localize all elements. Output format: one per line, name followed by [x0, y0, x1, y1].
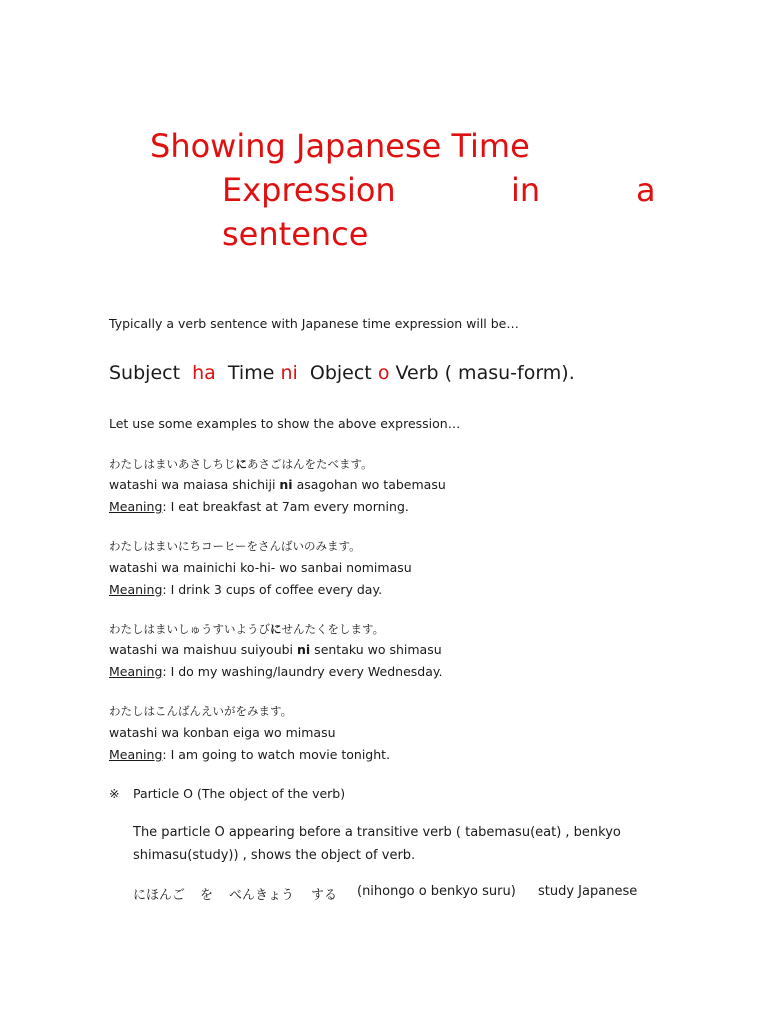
- example-3-jp-post: せんたくをします。: [281, 622, 385, 636]
- note-paragraph: The particle O appearing before a transitive verb ( tabemasu(eat) , benkyo shimasu(study)) , shows the object of verb.: [133, 825, 621, 863]
- note-example-romaji: (nihongo o benkyo suru): [357, 884, 516, 899]
- example-3-romaji: [109, 642, 442, 658]
- example-1-jp-post: あさごはんをたべます。: [247, 457, 373, 471]
- example-1-ro-pre: watashi wa maiasa shichiji: [109, 477, 280, 492]
- note-example-meaning: study Japanese: [538, 884, 638, 899]
- example-2-ro-text: watashi wa mainichi ko-hi- wo sanbai nomimasu: [109, 560, 412, 575]
- example-1-romaji: [109, 477, 446, 493]
- note-example-jp-1: にほんご: [133, 888, 186, 903]
- lead-text: Let use some examples to show the above expression…: [109, 416, 461, 431]
- formula-particle-o: o: [377, 362, 390, 384]
- meaning-label: Meaning: [109, 747, 163, 762]
- note-example-jp-2: を: [200, 888, 214, 903]
- title-line-3: sentence: [222, 215, 369, 253]
- title-word-in: in: [511, 171, 541, 209]
- intro-text: Typically a verb sentence with Japanese time expression will be…: [109, 316, 519, 331]
- example-1-jp-pre: わたしはまいあさしちじ: [109, 457, 236, 471]
- example-1-jp-particle: に: [235, 457, 247, 471]
- example-4-ro-text: watashi wa konban eiga wo mimasu: [109, 725, 336, 740]
- meaning-label: Meaning: [109, 582, 163, 597]
- example-2-meaning-text: : I drink 3 cups of coffee every day.: [162, 582, 383, 597]
- example-4-meaning-text: : I am going to watch movie tonight.: [162, 747, 391, 762]
- example-3-jp-particle: に: [270, 622, 282, 636]
- reference-mark-icon: ※: [109, 786, 120, 801]
- example-1-meaning-text: : I eat breakfast at 7am every morning.: [162, 499, 409, 514]
- formula-verb: Verb ( masu-form).: [395, 362, 575, 384]
- example-3-meaning: [109, 664, 442, 680]
- title-word-expression: Expression: [222, 171, 396, 209]
- example-3-ro-post: sentaku wo shimasu: [310, 642, 442, 657]
- note-example-jp-3: べんきょう: [229, 888, 295, 903]
- formula-subject: Subject: [109, 362, 181, 384]
- meaning-label: Meaning: [109, 499, 163, 514]
- formula-particle-ni: ni: [280, 362, 298, 384]
- example-4-jp-text: わたしはこんばんえいがをみます。: [109, 704, 293, 718]
- formula-time: Time: [227, 362, 275, 384]
- title-word-a: a: [636, 171, 656, 209]
- example-3-japanese: [109, 621, 384, 637]
- title-line-1: Showing Japanese Time: [150, 127, 530, 165]
- meaning-label: Meaning: [109, 664, 163, 679]
- example-2-jp-text: わたしはまいにちコーヒーをさんばいのみます。: [109, 539, 361, 553]
- example-4-japanese: [109, 703, 292, 719]
- example-1-ro-particle: ni: [279, 477, 293, 492]
- example-1-japanese: [109, 456, 373, 472]
- example-1-meaning: [109, 499, 409, 515]
- example-3-ro-particle: ni: [297, 642, 311, 657]
- formula-object: Object: [309, 362, 372, 384]
- sentence-formula: [109, 362, 575, 384]
- example-2-romaji: [109, 560, 412, 576]
- example-3-ro-pre: watashi wa maishuu suiyoubi: [109, 642, 298, 657]
- note-example-jp-4: する: [311, 888, 338, 903]
- example-2-meaning: [109, 582, 382, 598]
- example-4-romaji: [109, 725, 336, 741]
- example-4-meaning: [109, 747, 390, 763]
- example-3-meaning-text: : I do my washing/laundry every Wednesday.: [162, 664, 443, 679]
- example-2-japanese: [109, 538, 361, 554]
- note-heading: Particle O (The object of the verb): [133, 786, 346, 801]
- formula-particle-ha: ha: [192, 362, 216, 384]
- example-3-jp-pre: わたしはまいしゅうすいようび: [109, 622, 270, 636]
- example-1-ro-post: asagohan wo tabemasu: [292, 477, 446, 492]
